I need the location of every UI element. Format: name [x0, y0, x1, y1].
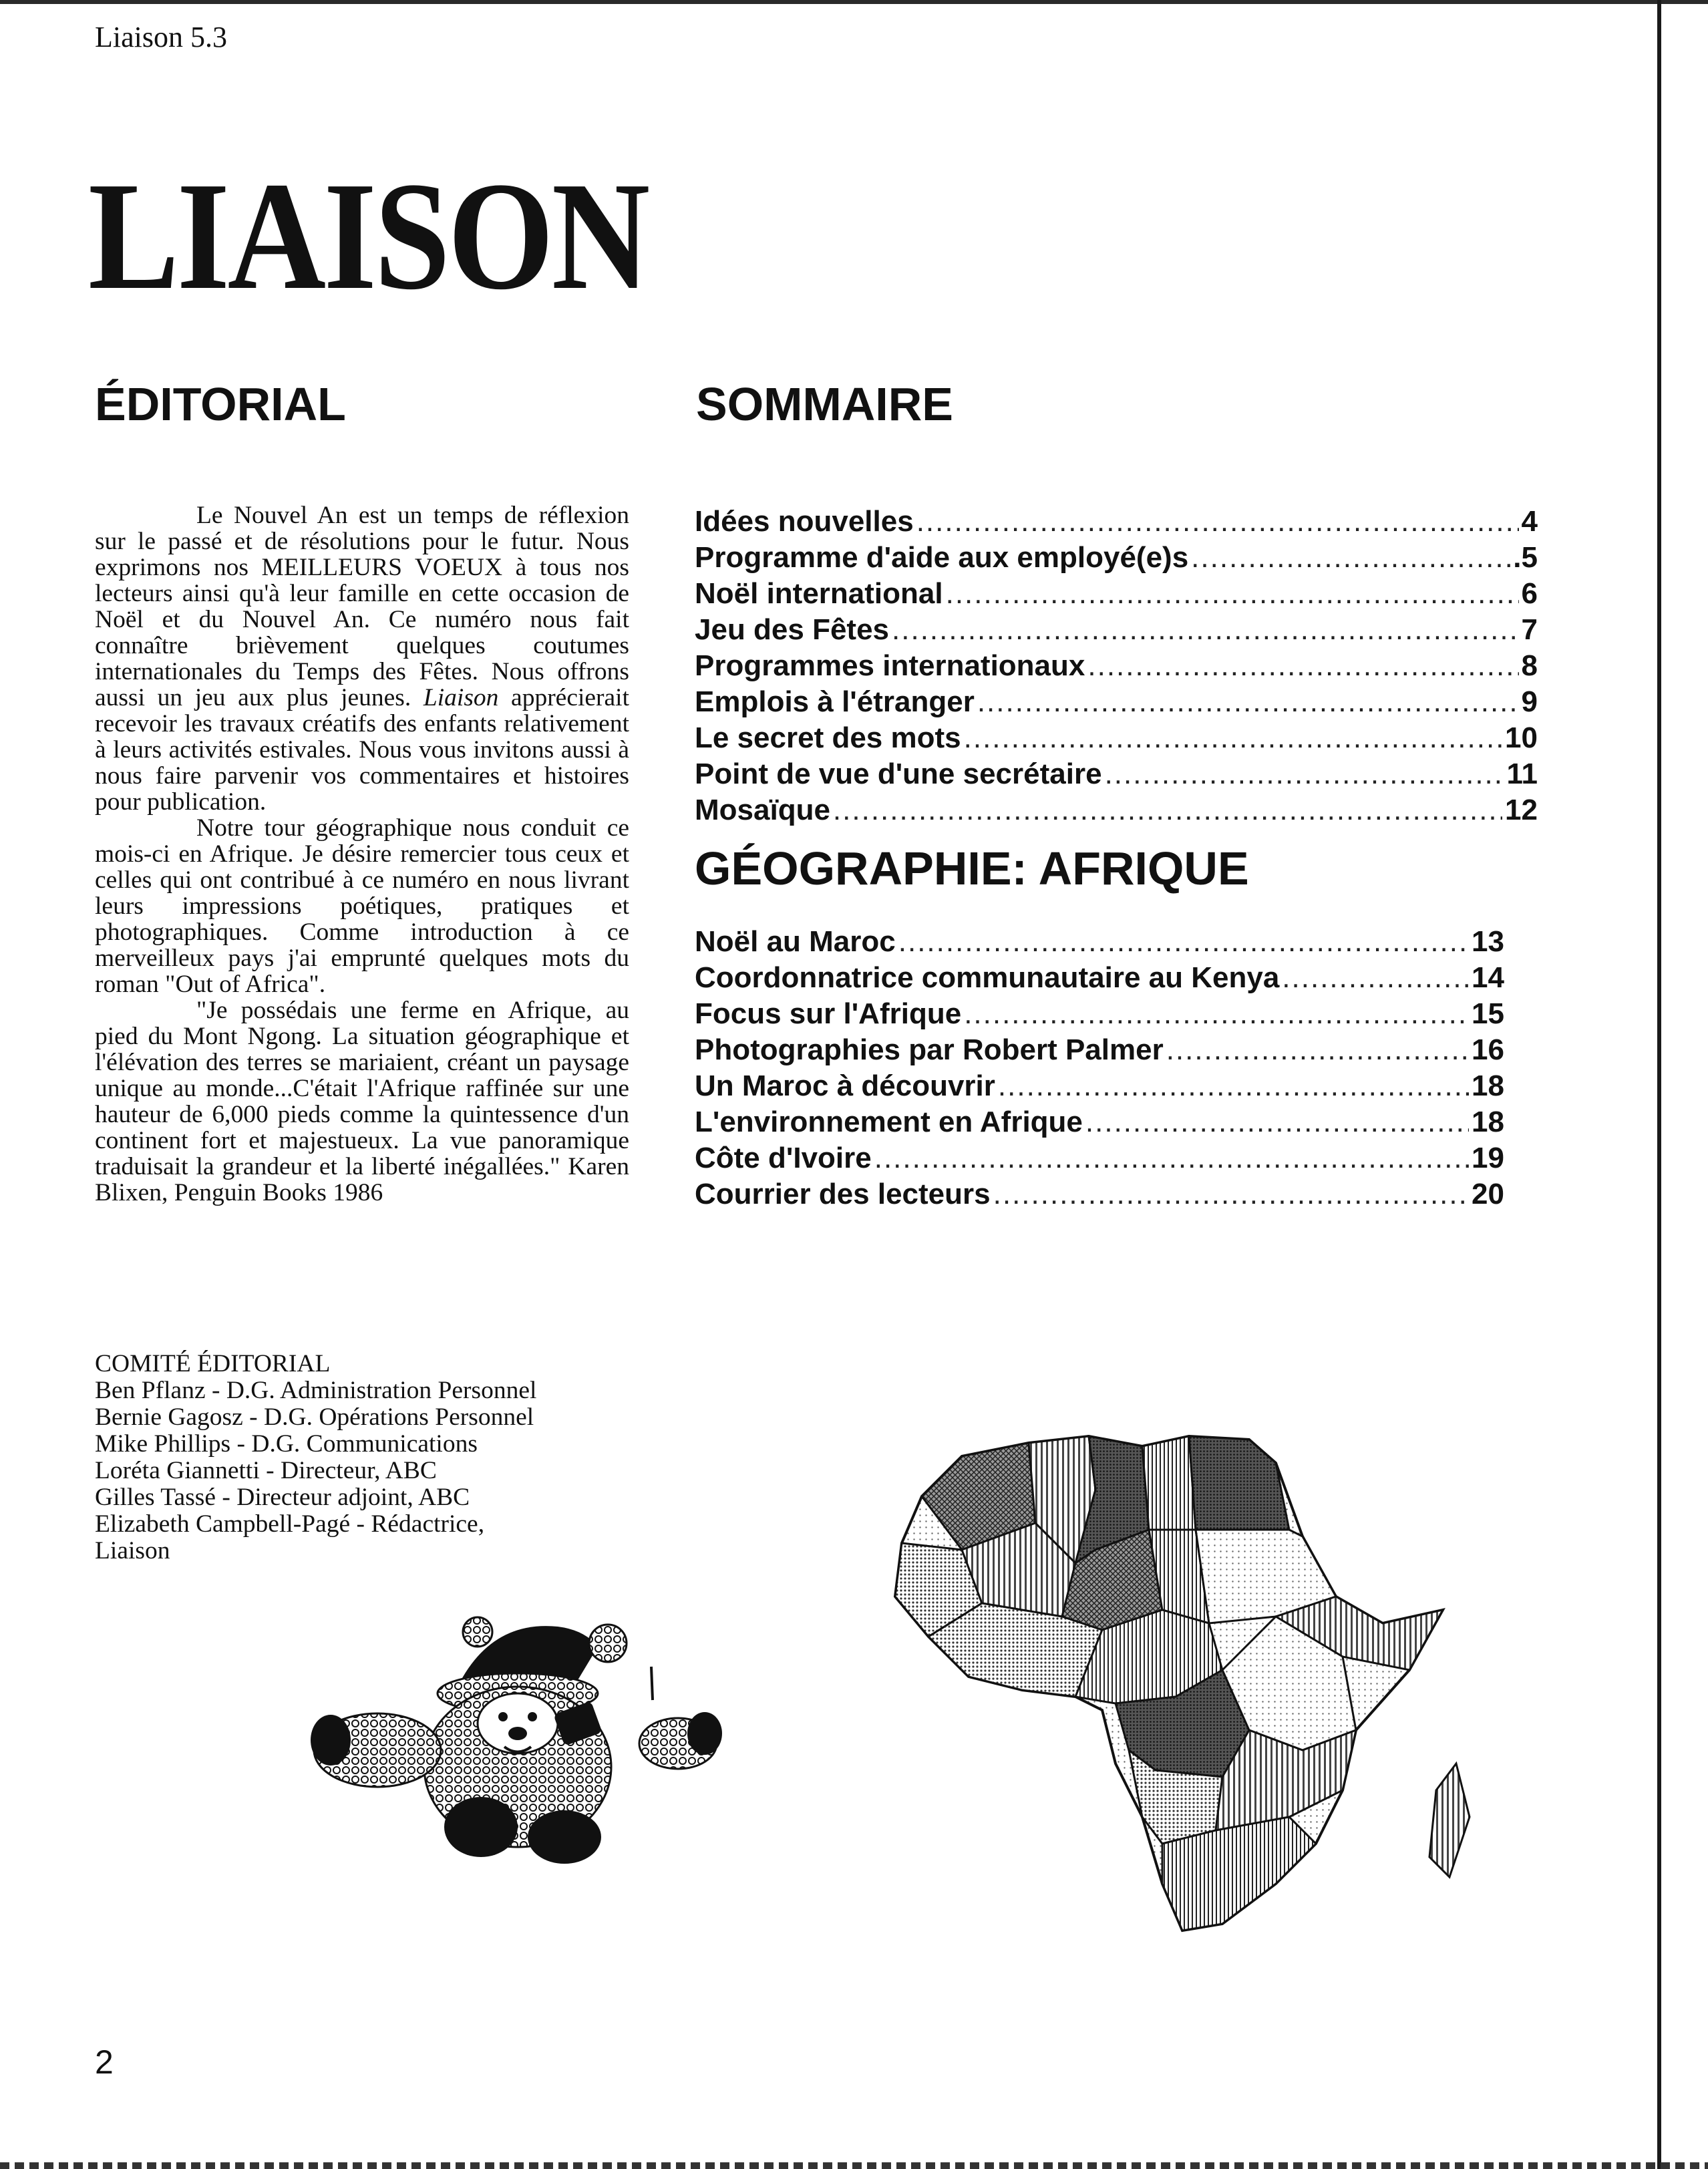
committee-member: Liaison — [95, 1537, 170, 1564]
scan-edge-bottom — [0, 2162, 1708, 2169]
toc-leader — [916, 504, 1519, 540]
toc-leader — [993, 1176, 1469, 1212]
toc-label: Point de vue d'une secrétaire — [695, 758, 1102, 790]
toc-leader — [1105, 756, 1504, 792]
toc-entry[interactable] — [695, 924, 1504, 960]
sommaire-list — [695, 504, 1538, 828]
toc-entry[interactable] — [695, 504, 1538, 540]
toc-leader — [977, 684, 1519, 720]
toc-entry[interactable] — [695, 540, 1538, 576]
editorial-paragraph: Notre tour géographique nous conduit ce mois-ci en Afrique. Je désire remercier tous ceux et celles qui ont contribué à ce numéro en nous livrant leurs impressions poétiques, pratiques et photographiques. Comme introduction à ce merveilleux pays j'ai emprunté quelques mots du roman "Out of Africa". — [95, 814, 629, 998]
toc-label: Focus sur l'Afrique — [695, 997, 962, 1030]
toc-page: 7 — [1521, 613, 1538, 646]
toc-label: Coordonnatrice communautaire au Kenya — [695, 961, 1280, 994]
toc-leader — [1085, 1104, 1469, 1140]
toc-leader — [998, 1068, 1469, 1104]
toc-label: Jeu des Fêtes — [695, 613, 890, 646]
toc-entry[interactable] — [695, 1032, 1504, 1068]
toc-leader — [833, 792, 1502, 828]
toc-leader — [1087, 648, 1518, 684]
toc-label: Emplois à l'étranger — [695, 685, 975, 718]
toc-page: 14 — [1472, 961, 1504, 994]
toc-page: 20 — [1472, 1178, 1504, 1210]
logo-part-left: LI — [88, 150, 228, 322]
toc-page: 11 — [1506, 758, 1538, 790]
toc-leader — [898, 924, 1469, 960]
toc-label: Courrier des lecteurs — [695, 1178, 991, 1210]
toc-entry[interactable] — [695, 684, 1538, 720]
santa-illustration — [304, 1607, 725, 1874]
committee-member: Ben Pflanz - D.G. Administration Personnel — [95, 1377, 537, 1404]
toc-leader — [964, 996, 1469, 1032]
committee-title: COMITÉ ÉDITORIAL — [95, 1350, 331, 1377]
logo-part-middle: AI — [227, 150, 375, 322]
toc-entry[interactable] — [695, 792, 1538, 828]
toc-page: 4 — [1521, 505, 1538, 538]
toc-page: 13 — [1472, 925, 1504, 958]
scan-edge-top — [0, 0, 1708, 4]
toc-label: Mosaïque — [695, 794, 830, 826]
toc-entry[interactable] — [695, 756, 1538, 792]
toc-page: 19 — [1472, 1142, 1504, 1174]
toc-page: 18 — [1472, 1106, 1504, 1138]
editorial-body — [95, 502, 629, 1206]
committee-member: Gilles Tassé - Directeur adjoint, ABC — [95, 1484, 470, 1511]
toc-label: L'environnement en Afrique — [695, 1106, 1083, 1138]
sommaire-title: SOMMAIRE — [696, 378, 953, 430]
editorial-title: ÉDITORIAL — [95, 378, 346, 430]
issue-label: Liaison 5.3 — [95, 21, 227, 53]
toc-entry[interactable] — [695, 1104, 1504, 1140]
toc-entry[interactable] — [695, 996, 1504, 1032]
committee-member: Loréta Giannetti - Directeur, ABC — [95, 1457, 437, 1484]
toc-label: Photographies par Robert Palmer — [695, 1033, 1164, 1066]
toc-page: 16 — [1472, 1033, 1504, 1066]
toc-label: Noël au Maroc — [695, 925, 896, 958]
toc-label: Côte d'Ivoire — [695, 1142, 872, 1174]
geographie-title: GÉOGRAPHIE: AFRIQUE — [695, 842, 1249, 894]
toc-entry[interactable] — [695, 960, 1504, 996]
editorial-text: Le Nouvel An est un temps de réflexion sur le passé et de résolutions pour le futur. Nous exprimons nos MEILLEURS VOEUX à tous nos lecteurs ainsi qu'à leur famille en cette occasion de Noël et du Nouvel An. Ce numéro nous fait connaître brièvement quelques coutumes internationales du Temps des Fêtes. Nous offrons aussi un jeu aux plus jeunes. — [95, 502, 629, 711]
editorial-text: apprécierait recevoir les travaux créatifs des enfants relativement à leurs activités estivales. Nous vous invitons aussi à nous faire parvenir vos commentaires et histoires pour publication. — [95, 684, 629, 816]
toc-label: Un Maroc à découvrir — [695, 1069, 995, 1102]
toc-label: Idées nouvelles — [695, 505, 914, 538]
toc-label: Programme d'aide aux employé(e)s — [695, 541, 1189, 574]
toc-entry[interactable] — [695, 1140, 1504, 1176]
toc-leader — [1191, 540, 1510, 576]
geographie-list — [695, 924, 1504, 1212]
toc-leader — [874, 1140, 1469, 1176]
logo-part-right: SON — [374, 150, 648, 322]
toc-page: 10 — [1505, 721, 1538, 754]
editorial-paragraph: "Je possédais une ferme en Afrique, au pied du Mont Ngong. La situation géographique et l'élévation des terres se mariaient, créant un paysage unique au monde...C'était l'Afrique raffinée sur une hauteur de 6,000 pieds comme la quintessence d'un continent fort et majestueux. La vue panoramique traduisait la grandeur et la liberté inégallées." Karen Blixen, Penguin Books 1986 — [95, 997, 629, 1206]
committee-member: Elizabeth Campbell-Pagé - Rédactrice, — [95, 1510, 485, 1538]
masthead-logo — [88, 150, 648, 322]
toc-page: 9 — [1521, 685, 1538, 718]
toc-label: Programmes internationaux — [695, 649, 1085, 682]
editorial-italic-word: Liaison — [423, 684, 499, 711]
scan-edge-right — [1657, 0, 1661, 2169]
toc-entry[interactable] — [695, 720, 1538, 756]
toc-entry[interactable] — [695, 576, 1538, 612]
committee-member: Mike Phillips - D.G. Communications — [95, 1430, 478, 1458]
editorial-committee — [95, 1351, 536, 1564]
committee-member: Bernie Gagosz - D.G. Opérations Personnel — [95, 1403, 534, 1431]
toc-page: .5 — [1513, 541, 1538, 574]
toc-page: 15 — [1472, 997, 1504, 1030]
toc-page: 8 — [1521, 649, 1538, 682]
toc-entry[interactable] — [695, 612, 1538, 648]
toc-leader — [964, 720, 1502, 756]
toc-page: 6 — [1521, 577, 1538, 610]
editorial-paragraph — [95, 502, 629, 815]
toc-leader — [1282, 960, 1469, 996]
toc-page: 12 — [1505, 794, 1538, 826]
toc-page: 18 — [1472, 1069, 1504, 1102]
africa-map — [875, 1416, 1536, 1944]
toc-entry[interactable] — [695, 648, 1538, 684]
toc-label: Noël international — [695, 577, 943, 610]
toc-label: Le secret des mots — [695, 721, 961, 754]
toc-entry[interactable] — [695, 1176, 1504, 1212]
page-number: 2 — [95, 2043, 114, 2081]
toc-leader — [1166, 1032, 1469, 1068]
toc-entry[interactable] — [695, 1068, 1504, 1104]
toc-leader — [892, 612, 1518, 648]
toc-leader — [946, 576, 1519, 612]
